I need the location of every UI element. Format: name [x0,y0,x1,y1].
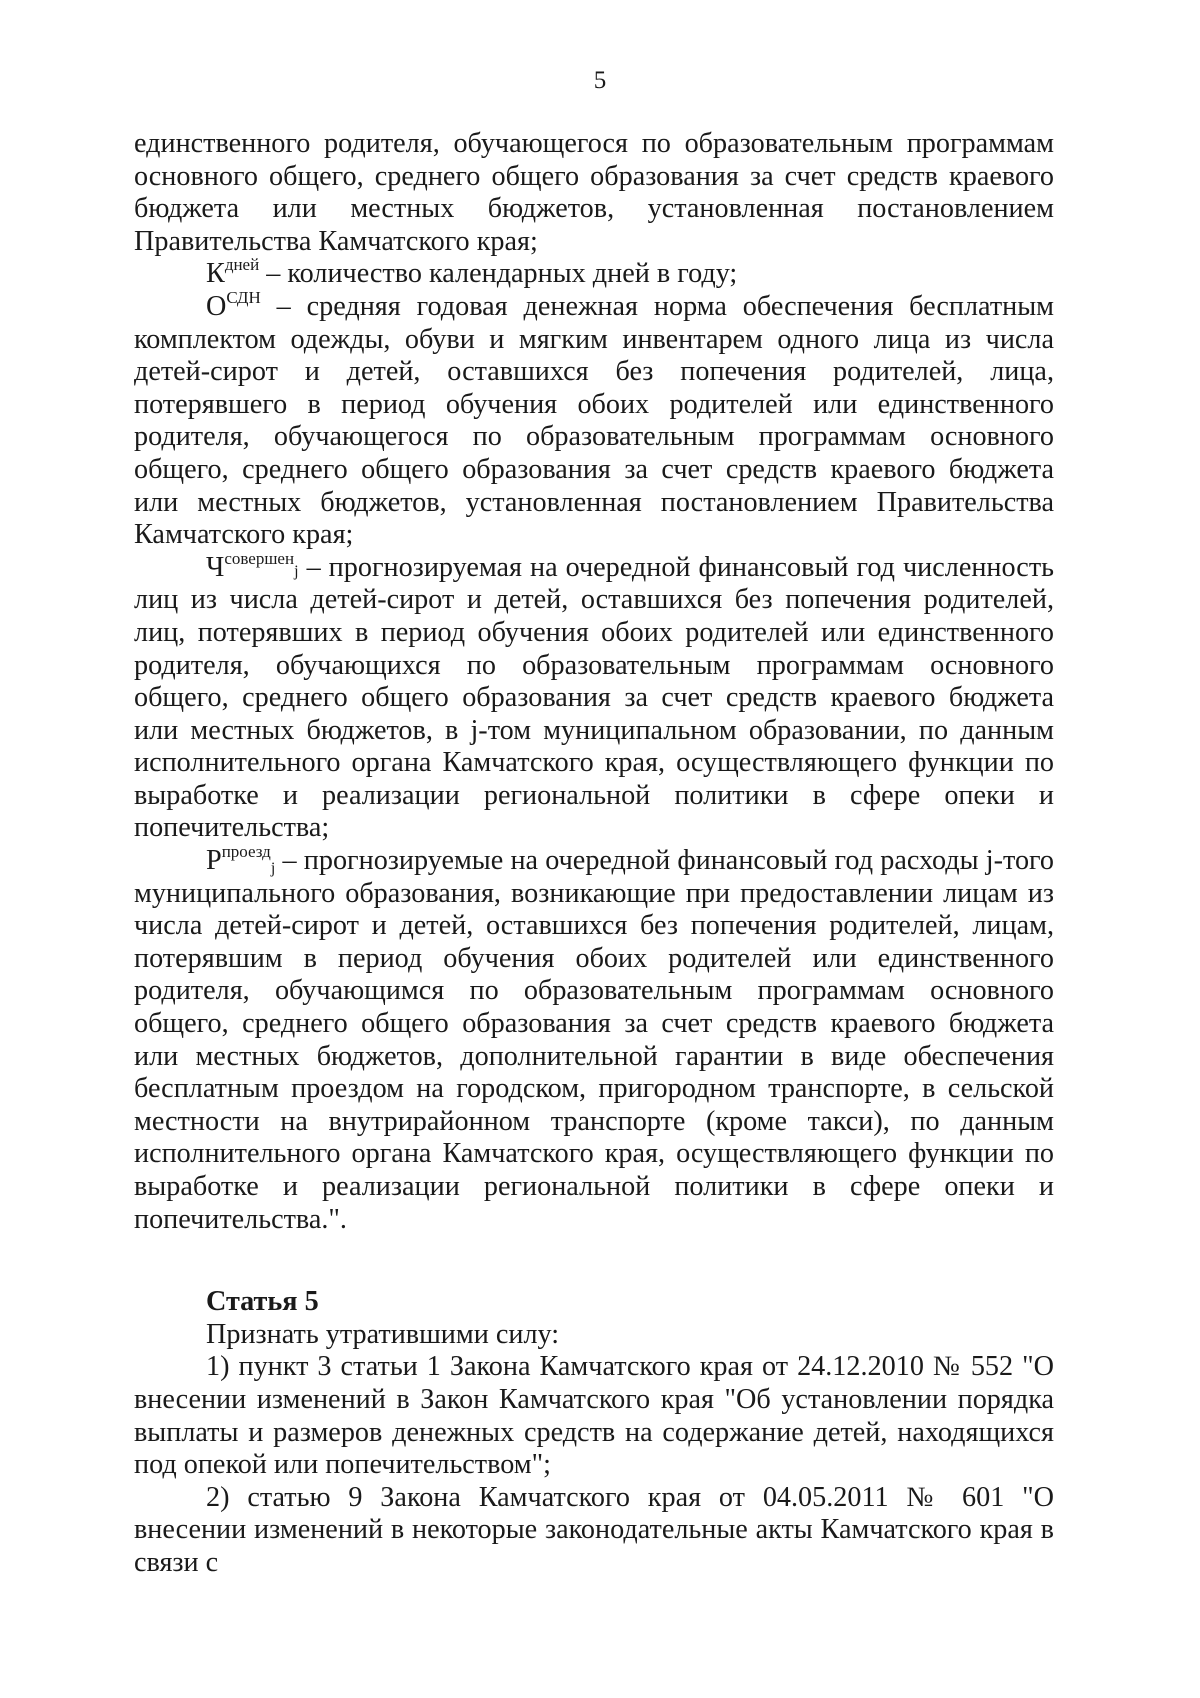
formula-symbol: $Р^{проезд}j$ [206,842,276,878]
formula-symbol: $О^{СДН}$ [206,287,261,322]
document-body [134,128,1054,1580]
section-gap [134,1236,1054,1286]
formula-symbol: $Ч^{совершен}j$ [206,548,299,583]
definition-k-days: $К^{дней}$ – количество календарных дней в году; [206,255,738,290]
paragraph-continuation: единственного родителя, обучающегося по образовательным программам основного общего, среднего общего образования за счет средств краевого бюджета или местных бюджетов, установленная постановлением Правительства Камчатского края; [134,128,1054,257]
page-number: 5 [593,67,607,94]
article-intro: Признать утратившими силу: [206,1318,560,1350]
article-item: 1) пункт 3 статьи 1 Закона Камчатского края от 24.12.2010 № 552 "О внесении изменений в Закон Камчатского края "Об установлении порядка выплаты и размеров денежных средств на содержание детей, находящихся под опекой или попечительством"; [134,1351,1054,1481]
article-title: Статья 5 [206,1286,319,1318]
definition-r-proezd: $Р^{проезд}j$ – прогнозируемые на очередной финансовый год расходы j-того муниципального образования, возникающие при предоставлении лицам из числа детей-сирот и детей, оставшихся без попечения родителей, лицам, потерявшим в период обучения обоих родителей или единственного родителя, обучающимся по образовательным программам основного общего, среднего общего образования за счет средств краевого бюджета или местных бюджетов, дополнительной гарантии в виде обеспечения бесплатным проездом на городском, пригородном транспорте, в сельской местности на внутрирайонном транспорте (кроме такси), по данным исполнительного органа Камчатского края, осуществляющего функции по выработке и реализации региональной политики в сфере опеки и попечительства.". [134,842,1054,1235]
definition-o-sdn: $О^{СДН}$ – средняя годовая денежная норма обеспечения бесплатным комплектом одежды, обуви и мягким инвентарем одного лица из числа детей-сирот и детей, оставшихся без попечения родителей, лица, потерявшего в период обучения обоих родителей или единственного родителя, обучающегося по образовательным программам основного общего, среднего общего образования за счет средств краевого бюджета или местных бюджетов, установленная постановлением Правительства Камчатского края; [134,287,1054,551]
formula-symbol: $К^{дней}$ [206,255,260,290]
definition-ch-sovershen: $Ч^{совершен}j$ – прогнозируемая на очередной финансовый год численность лиц из числа детей-сирот и детей, оставшихся без попечения родителей, лиц, потерявших в период обучения обоих родителей или единственного родителя, обучающихся по образовательным программам основного общего, среднего общего образования за счет средств краевого бюджета или местных бюджетов, в j-том муниципальном образовании, по данным исполнительного органа Камчатского края, осуществляющего функции по выработке и реализации региональной политики в сфере опеки и попечительства; [134,548,1054,844]
article-item: 2) статью 9 Закона Камчатского края от 04.05.2011 № 601 "О внесении изменений в некоторые законодательные акты Камчатского края в связи с [134,1481,1054,1578]
